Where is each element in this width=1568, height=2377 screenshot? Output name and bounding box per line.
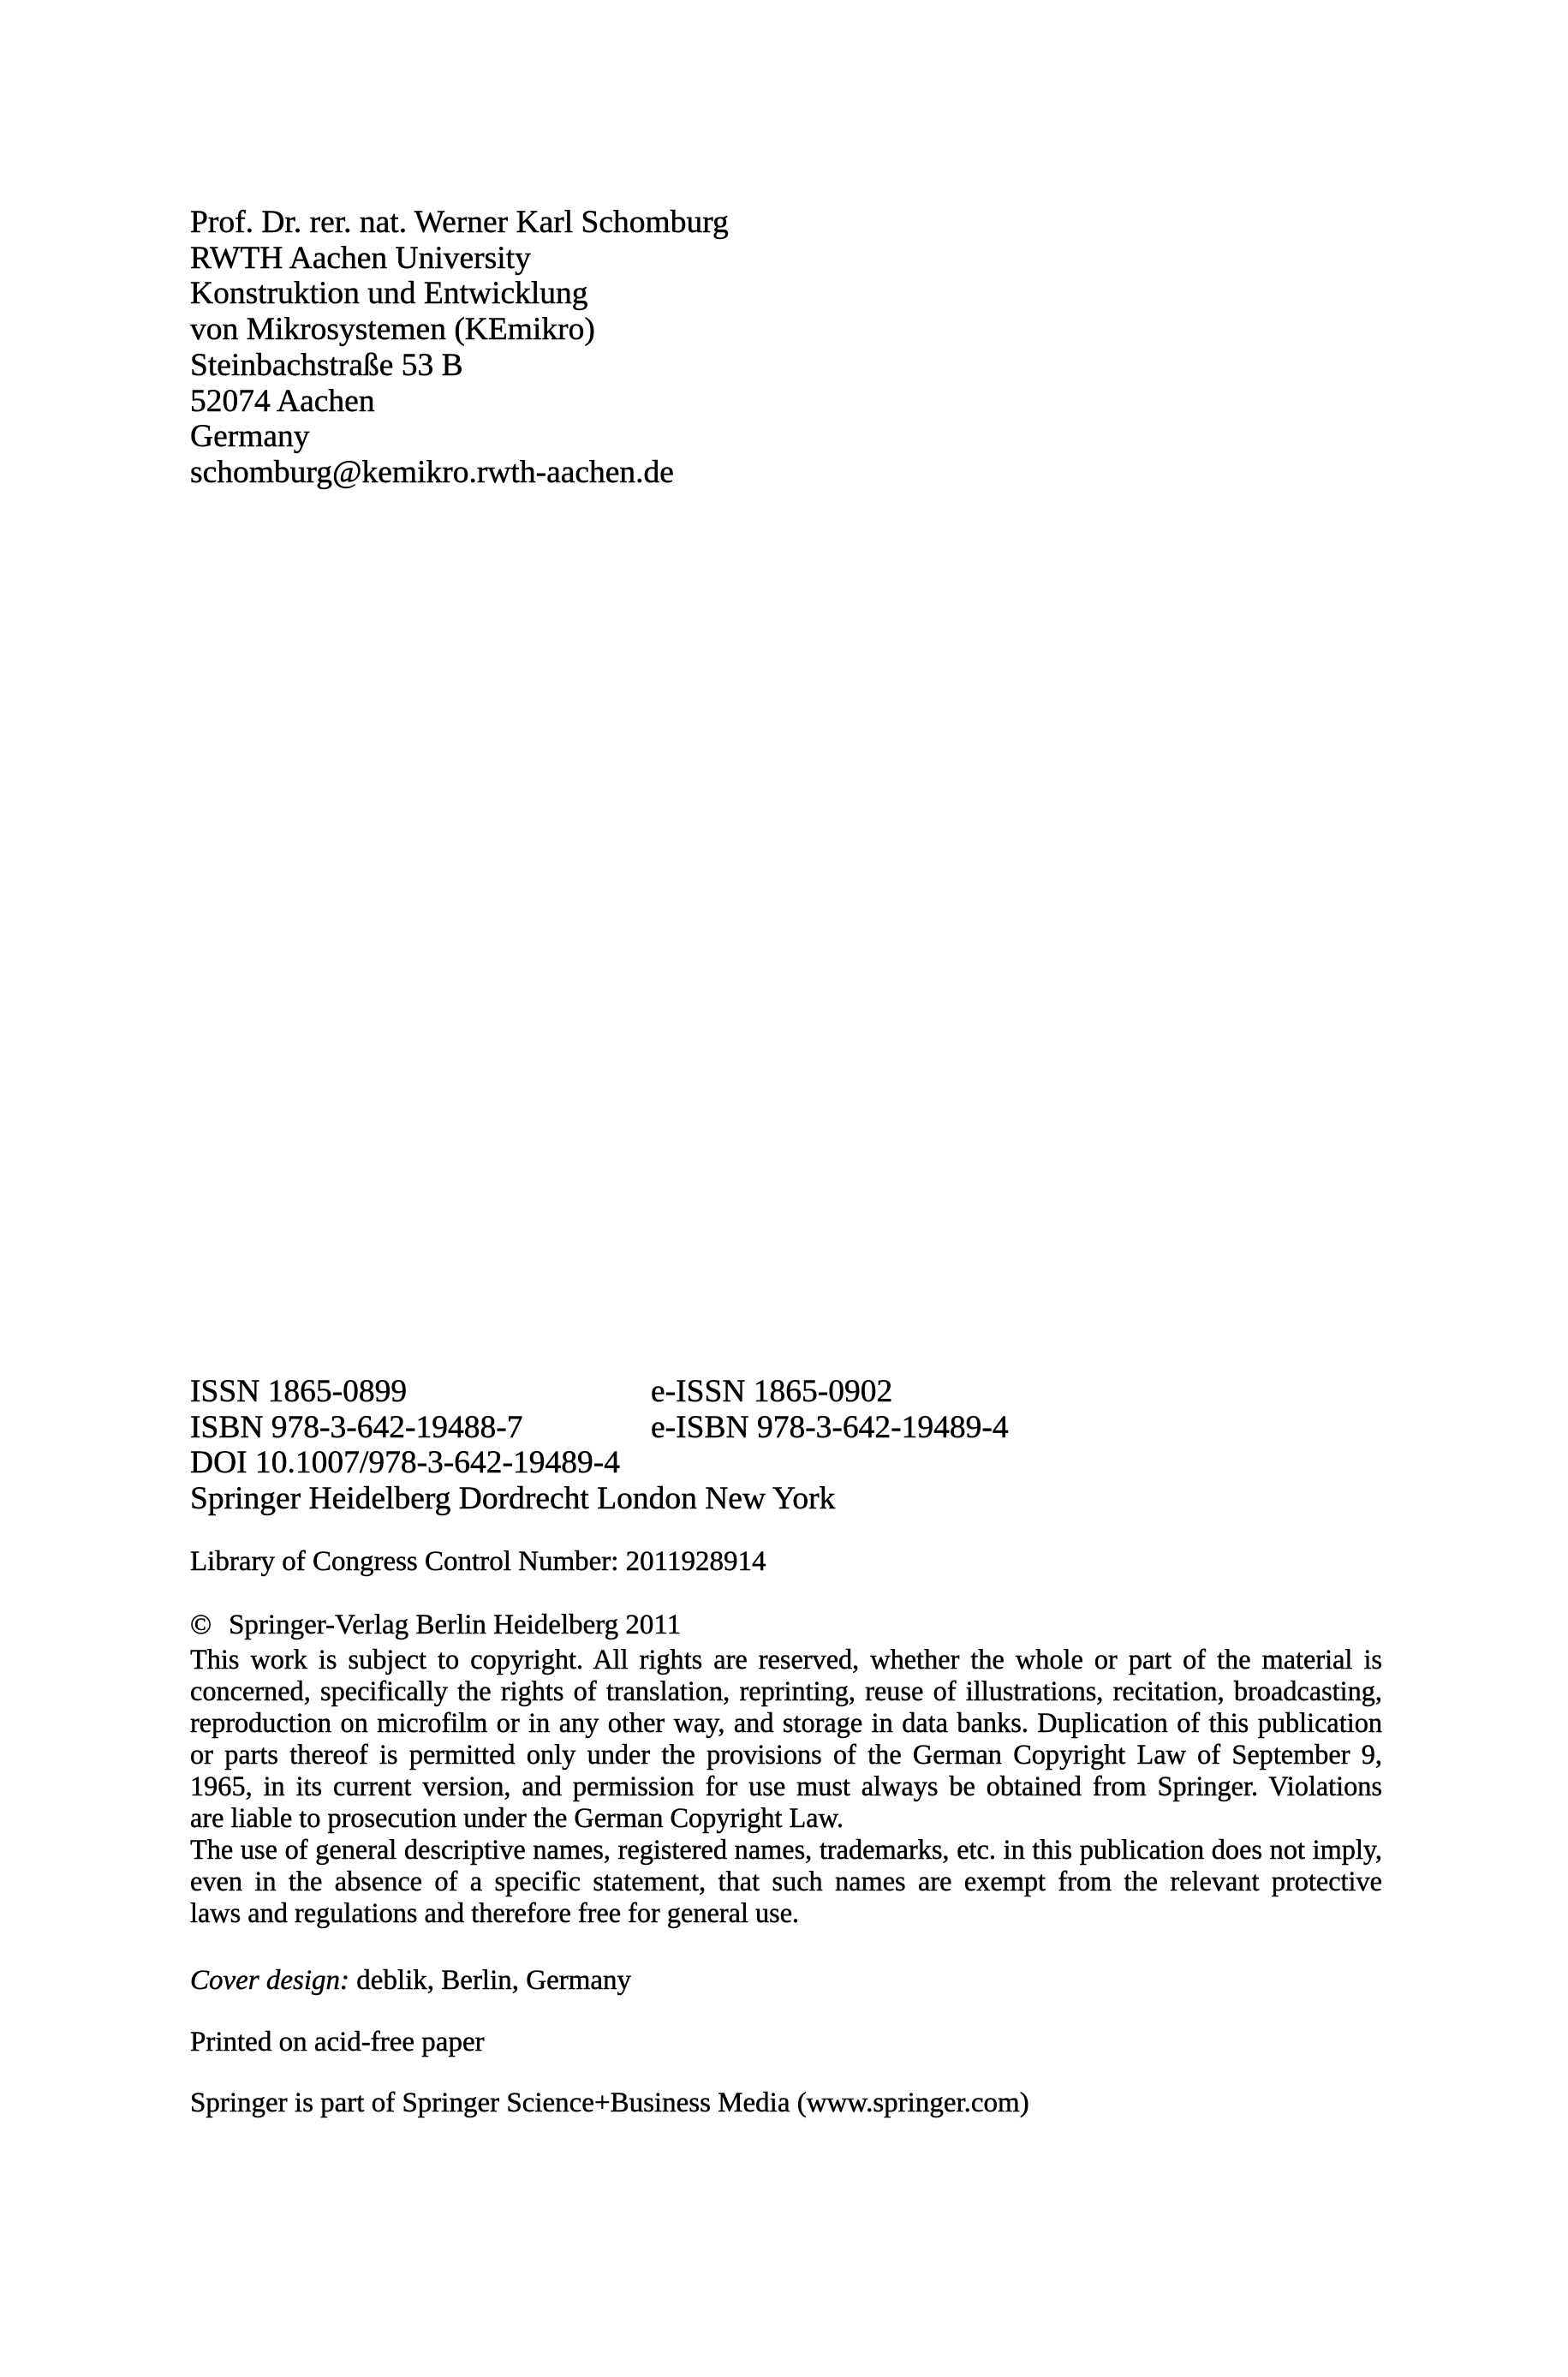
identifier-row <box>190 1374 1009 1410</box>
author-address-line: Konstruktion und Entwicklung <box>190 276 588 312</box>
legal-line: 1965, in its current version, and permission for use must always be obtained from Springer. Violations <box>190 1771 1382 1801</box>
legal-line: reproduction on microfilm or in any other way, and storage in data banks. Duplication of this publication <box>190 1707 1382 1738</box>
legal-line: laws and regulations and therefore free for general use. <box>190 1897 800 1928</box>
library-of-congress-line: Library of Congress Control Number: 2011928914 <box>190 1546 766 1577</box>
identifier-left-value: ISSN 1865-0899 <box>190 1374 408 1409</box>
identifier-row <box>190 1445 1009 1481</box>
identifier-left-value: Springer Heidelberg Dordrecht London New York <box>190 1481 836 1517</box>
author-address-line: schomburg@kemikro.rwth-aachen.de <box>190 454 674 490</box>
legal-text-block <box>190 1644 1382 1929</box>
identifier-right-value: e-ISBN 978-3-642-19489-4 <box>651 1409 1009 1445</box>
author-address-line: Steinbachstraße 53 B <box>190 347 463 383</box>
legal-line: or parts thereof is permitted only under the provisions of the German Copyright Law of September 9, <box>190 1739 1382 1770</box>
cover-design-line <box>190 1962 631 1998</box>
legal-line: are liable to prosecution under the German Copyright Law. <box>190 1802 844 1833</box>
identifier-row <box>190 1481 1009 1517</box>
identifier-row <box>190 1410 1009 1446</box>
identifier-right-value: e-ISSN 1865-0902 <box>651 1374 893 1409</box>
author-address-line: Germany <box>190 419 310 455</box>
legal-line: even in the absence of a specific statement, that such names are exempt from the relevant protective <box>190 1866 1382 1896</box>
springer-media-note: Springer is part of Springer Science+Business Media (www.springer.com) <box>190 2087 1029 2118</box>
identifiers-block <box>190 1374 1009 1517</box>
identifier-left-value: ISBN 978-3-642-19488-7 <box>190 1409 523 1445</box>
copyright-holder-text: Springer-Verlag Berlin Heidelberg 2011 <box>229 1610 682 1640</box>
cover-design-label: Cover design: <box>190 1965 350 1996</box>
identifier-left-value: DOI 10.1007/978-3-642-19489-4 <box>190 1445 621 1481</box>
author-address-line: Prof. Dr. rer. nat. Werner Karl Schomburg <box>190 205 729 240</box>
author-address-line: RWTH Aachen University <box>190 240 531 276</box>
legal-paragraph-1 <box>190 1644 1382 1802</box>
legal-line: This work is subject to copyright. All rights are reserved, whether the whole or part of the material is <box>190 1644 1382 1675</box>
legal-paragraph-2 <box>190 1834 1382 1897</box>
author-address-block <box>190 205 729 491</box>
author-address-line: von Mikrosystemen (KEmikro) <box>190 312 595 348</box>
author-address-line: 52074 Aachen <box>190 383 375 419</box>
legal-line: The use of general descriptive names, registered names, trademarks, etc. in this publication does not imply, <box>190 1834 1382 1865</box>
acid-free-paper-note: Printed on acid-free paper <box>190 2027 485 2057</box>
legal-line: concerned, specifically the rights of translation, reprinting, reuse of illustrations, recitation, broadcasting, <box>190 1675 1382 1706</box>
copyright-line <box>190 1607 681 1643</box>
copyright-symbol: © <box>190 1610 212 1640</box>
cover-design-value: deblik, Berlin, Germany <box>356 1965 632 1996</box>
